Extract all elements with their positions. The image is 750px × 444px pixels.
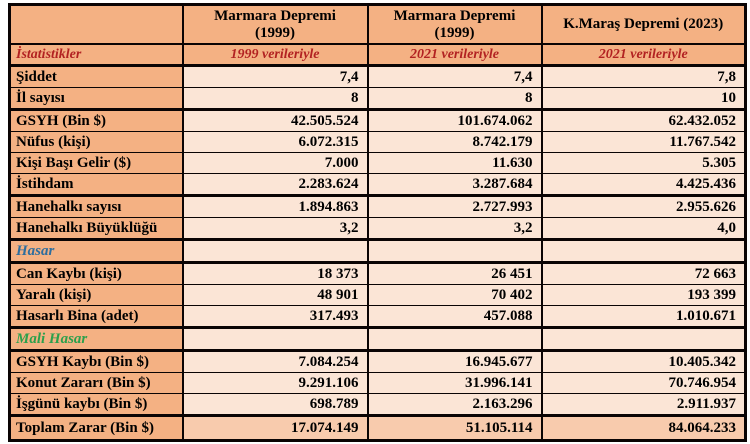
subheader-2021-verileriyle: 2021 verileriyle (368, 44, 542, 66)
header-label: Marmara Depremi (1999) (393, 7, 516, 41)
value-cell (542, 240, 746, 263)
table-row (10, 66, 746, 88)
row-label: İl sayısı (10, 88, 183, 110)
value-cell: 2.955.626 (542, 196, 746, 218)
value-cell: 7,8 (542, 66, 746, 88)
value-cell: 7,4 (183, 66, 368, 88)
row-label: Mali Hasar (10, 328, 183, 351)
table-row (10, 263, 746, 285)
value-cell: 8 (183, 88, 368, 110)
table-body (10, 66, 746, 441)
subheader-istatistikler: İstatistikler (10, 44, 183, 66)
row-label: Şiddet (10, 66, 183, 88)
row-label: GSYH (Bin $) (10, 110, 183, 132)
table-row (10, 373, 746, 394)
table-row (10, 351, 746, 373)
value-cell: 70.746.954 (542, 373, 746, 394)
value-cell (368, 240, 542, 263)
value-cell: 11.767.542 (542, 132, 746, 153)
row-label: Konut Zararı (Bin $) (10, 373, 183, 394)
value-cell: 6.072.315 (183, 132, 368, 153)
value-cell: 16.945.677 (368, 351, 542, 373)
table-row (10, 306, 746, 328)
value-cell: 1.894.863 (183, 196, 368, 218)
header-label: K.Maraş Depremi (2023) (563, 16, 724, 33)
value-cell (183, 240, 368, 263)
value-cell: 26 451 (368, 263, 542, 285)
row-label: Kişi Başı Gelir ($) (10, 153, 183, 174)
value-cell (542, 328, 746, 351)
header-label: Marmara Depremi (1999) (214, 7, 336, 41)
value-cell: 2.727.993 (368, 196, 542, 218)
value-cell: 317.493 (183, 306, 368, 328)
value-cell: 2.911.937 (542, 394, 746, 416)
table-row (10, 394, 746, 416)
table-row (10, 88, 746, 110)
value-cell: 31.996.141 (368, 373, 542, 394)
value-cell: 9.291.106 (183, 373, 368, 394)
value-cell: 51.105.114 (368, 416, 542, 441)
table-row (10, 110, 746, 132)
value-cell: 193 399 (542, 285, 746, 306)
table-row (10, 218, 746, 240)
value-cell: 457.088 (368, 306, 542, 328)
row-label: Hasarlı Bina (adet) (10, 306, 183, 328)
header-row (10, 5, 746, 45)
value-cell: 3,2 (183, 218, 368, 240)
value-cell: 72 663 (542, 263, 746, 285)
header-cell-kmaras-2023 (542, 5, 746, 45)
value-cell: 7,4 (368, 66, 542, 88)
value-cell: 2.163.296 (368, 394, 542, 416)
row-label: Hasar (10, 240, 183, 263)
value-cell: 70 402 (368, 285, 542, 306)
row-label: GSYH Kaybı (Bin $) (10, 351, 183, 373)
value-cell: 101.674.062 (368, 110, 542, 132)
value-cell: 8 (368, 88, 542, 110)
row-label: Can Kaybı (kişi) (10, 263, 183, 285)
value-cell: 84.064.233 (542, 416, 746, 441)
value-cell: 4,0 (542, 218, 746, 240)
value-cell: 698.789 (183, 394, 368, 416)
earthquake-comparison-table (8, 3, 747, 442)
row-label: İstihdam (10, 174, 183, 196)
value-cell (183, 328, 368, 351)
value-cell: 7.000 (183, 153, 368, 174)
table-row (10, 240, 746, 263)
subheader-row (10, 44, 746, 66)
header-cell-empty (10, 5, 183, 45)
value-cell: 11.630 (368, 153, 542, 174)
table-row (10, 328, 746, 351)
value-cell: 3,2 (368, 218, 542, 240)
table-row (10, 285, 746, 306)
table-row (10, 174, 746, 196)
value-cell: 42.505.524 (183, 110, 368, 132)
table-row (10, 153, 746, 174)
row-label: Hanehalkı Büyüklüğü (10, 218, 183, 240)
value-cell: 5.305 (542, 153, 746, 174)
value-cell: 8.742.179 (368, 132, 542, 153)
header-cell-marmara-1999 (183, 5, 368, 45)
value-cell: 10 (542, 88, 746, 110)
value-cell: 48 901 (183, 285, 368, 306)
row-label: Toplam Zarar (Bin $) (10, 416, 183, 441)
value-cell: 7.084.254 (183, 351, 368, 373)
value-cell: 1.010.671 (542, 306, 746, 328)
row-label: Hanehalkı sayısı (10, 196, 183, 218)
value-cell: 4.425.436 (542, 174, 746, 196)
table-row (10, 416, 746, 441)
value-cell: 18 373 (183, 263, 368, 285)
subheader-2021-verileriyle-kmaras: 2021 verileriyle (542, 44, 746, 66)
row-label: Nüfus (kişi) (10, 132, 183, 153)
value-cell: 17.074.149 (183, 416, 368, 441)
subheader-1999-verileriyle: 1999 verileriyle (183, 44, 368, 66)
value-cell: 3.287.684 (368, 174, 542, 196)
row-label: Yaralı (kişi) (10, 285, 183, 306)
header-cell-marmara-1999-2021 (368, 5, 542, 45)
value-cell: 10.405.342 (542, 351, 746, 373)
table-row (10, 132, 746, 153)
value-cell: 2.283.624 (183, 174, 368, 196)
table-row (10, 196, 746, 218)
value-cell (368, 328, 542, 351)
row-label: İşgünü kaybı (Bin $) (10, 394, 183, 416)
value-cell: 62.432.052 (542, 110, 746, 132)
